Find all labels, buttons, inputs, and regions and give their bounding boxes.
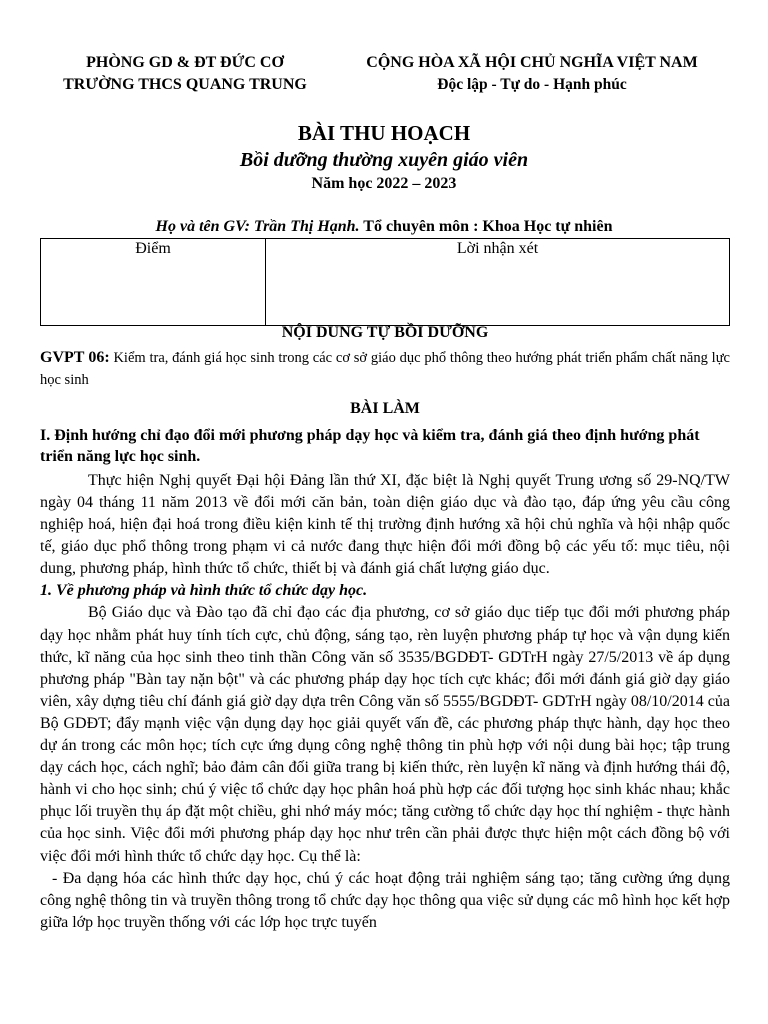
module-description	[40, 347, 730, 391]
section-heading: I. Định hướng chỉ đạo đổi mới phương pháp dạy học và kiểm tra, đánh giá theo định hướng phát triển năng lực học sinh.	[40, 427, 700, 465]
bullet-item: - Đa dạng hóa các hình thức dạy học, chú ý các hoạt động trải nghiệm sáng tạo; tăng cường ứng dụng công nghệ thông tin và truyền thông trong tổ chức dạy học thông qua việc sử dụng các mô hình học kết hợp giữa lớp học truyền thống với các lớp học trực tuyến	[40, 869, 730, 931]
module-text: Kiểm tra, đánh giá học sinh trong các cơ sở giáo dục phổ thông theo hướng phát triển phẩm chất năng lực học sinh	[40, 350, 730, 388]
content-title: NỘI DUNG TỰ BỒI DƯỠNG	[281, 324, 489, 341]
module-code: GVPT 06:	[40, 349, 110, 366]
body-paragraph: Thực hiện Nghị quyết Đại hội Đảng lần thứ XI, đặc biệt là Nghị quyết Trung ương số 29-NQ/TW ngày 04 tháng 11 năm 2013 về đổi mới căn bản, toàn diện giáo dục và đào tạo, đáp ứng yêu cầu công nghiệp hoá, hiện đại hoá trong điều kiện kinh tế thị trường định hướng xã hội chủ nghĩa và hội nhập quốc tế, giáo dục phổ thông trong phạm vi cả nước đang thực hiện đổi mới đồng bộ các yếu tố: mục tiêu, nội dung, phương pháp, hình thức tổ chức, thiết bị và đánh giá chất lượng giáo dục.	[40, 472, 730, 578]
subsection-heading: 1. Về phương pháp và hình thức tổ chức dạy học.	[40, 582, 368, 600]
national-heading	[336, 52, 728, 96]
score-cell: Điểm	[41, 239, 266, 326]
comment-cell: Lời nhận xét	[266, 239, 730, 326]
document-subtitle: Bồi dưỡng thường xuyên giáo viên	[239, 149, 529, 171]
department-name: PHÒNG GD & ĐT ĐỨC CƠ	[86, 54, 284, 71]
national-motto: Độc lập - Tự do - Hạnh phúc	[437, 76, 627, 93]
body-paragraph: Bộ Giáo dục và Đào tạo đã chỉ đạo các địa phương, cơ sở giáo dục tiếp tục đổi mới phương pháp dạy học nhằm phát huy tính tích cực, chủ động, sáng tạo, rèn luyện phương pháp tự học và vận dụng kiến thức, kĩ năng của học sinh theo tinh thần Công văn số 3535/BGDĐT- GDTrH ngày 27/5/2013 về áp dụng phương pháp "Bàn tay nặn bột" và các phương pháp dạy học tích cực khác; đổi mới đánh giá giờ dạy giáo viên, xây dựng tiêu chí đánh giá giờ dạy dựa trên Công văn số 5555/BGDĐT- GDTrH ngày 08/10/2014 của Bộ GDĐT; đẩy mạnh việc vận dụng dạy học giải quyết vấn đề, các phương pháp thực hành, dạy học theo dự án trong các môn học; tích cực ứng dụng công nghệ thông tin phù hợp với nội dung bài học; tập trung dạy cách học, cách nghĩ; bảo đảm cân đối giữa trang bị kiến thức, rèn luyện kĩ năng và định hướng thái độ, hành vi cho học sinh; chú ý việc tổ chức dạy học phân hoá phù hợp các đối tượng học sinh khác nhau; khắc phục lối truyền thụ áp đặt một chiều, ghi nhớ máy móc; tăng cường tổ chức dạy học thí nghiệm - thực hành của học sinh. Việc đổi mới phương pháp dạy học như trên cần phải được thực hiện một cách đồng bộ với việc đổi mới hình thức tổ chức dạy học. Cụ thể là:	[40, 604, 730, 865]
teacher-info	[0, 216, 768, 238]
issuing-agency	[40, 52, 330, 96]
answer-heading: BÀI LÀM	[350, 400, 420, 417]
school-name: TRƯỜNG THCS QUANG TRUNG	[63, 76, 307, 93]
grade-table	[40, 238, 730, 326]
school-year: Năm học 2022 – 2023	[311, 175, 457, 192]
title-block	[0, 119, 768, 195]
department-info: Tổ chuyên môn : Khoa Học tự nhiên	[363, 218, 613, 235]
document-title: BÀI THU HOẠCH	[297, 121, 471, 145]
document-header	[0, 52, 768, 98]
teacher-name: Họ và tên GV: Trần Thị Hạnh.	[155, 218, 360, 235]
document-body	[40, 322, 730, 934]
country-name: CỘNG HÒA XÃ HỘI CHỦ NGHĨA VIỆT NAM	[366, 54, 698, 71]
